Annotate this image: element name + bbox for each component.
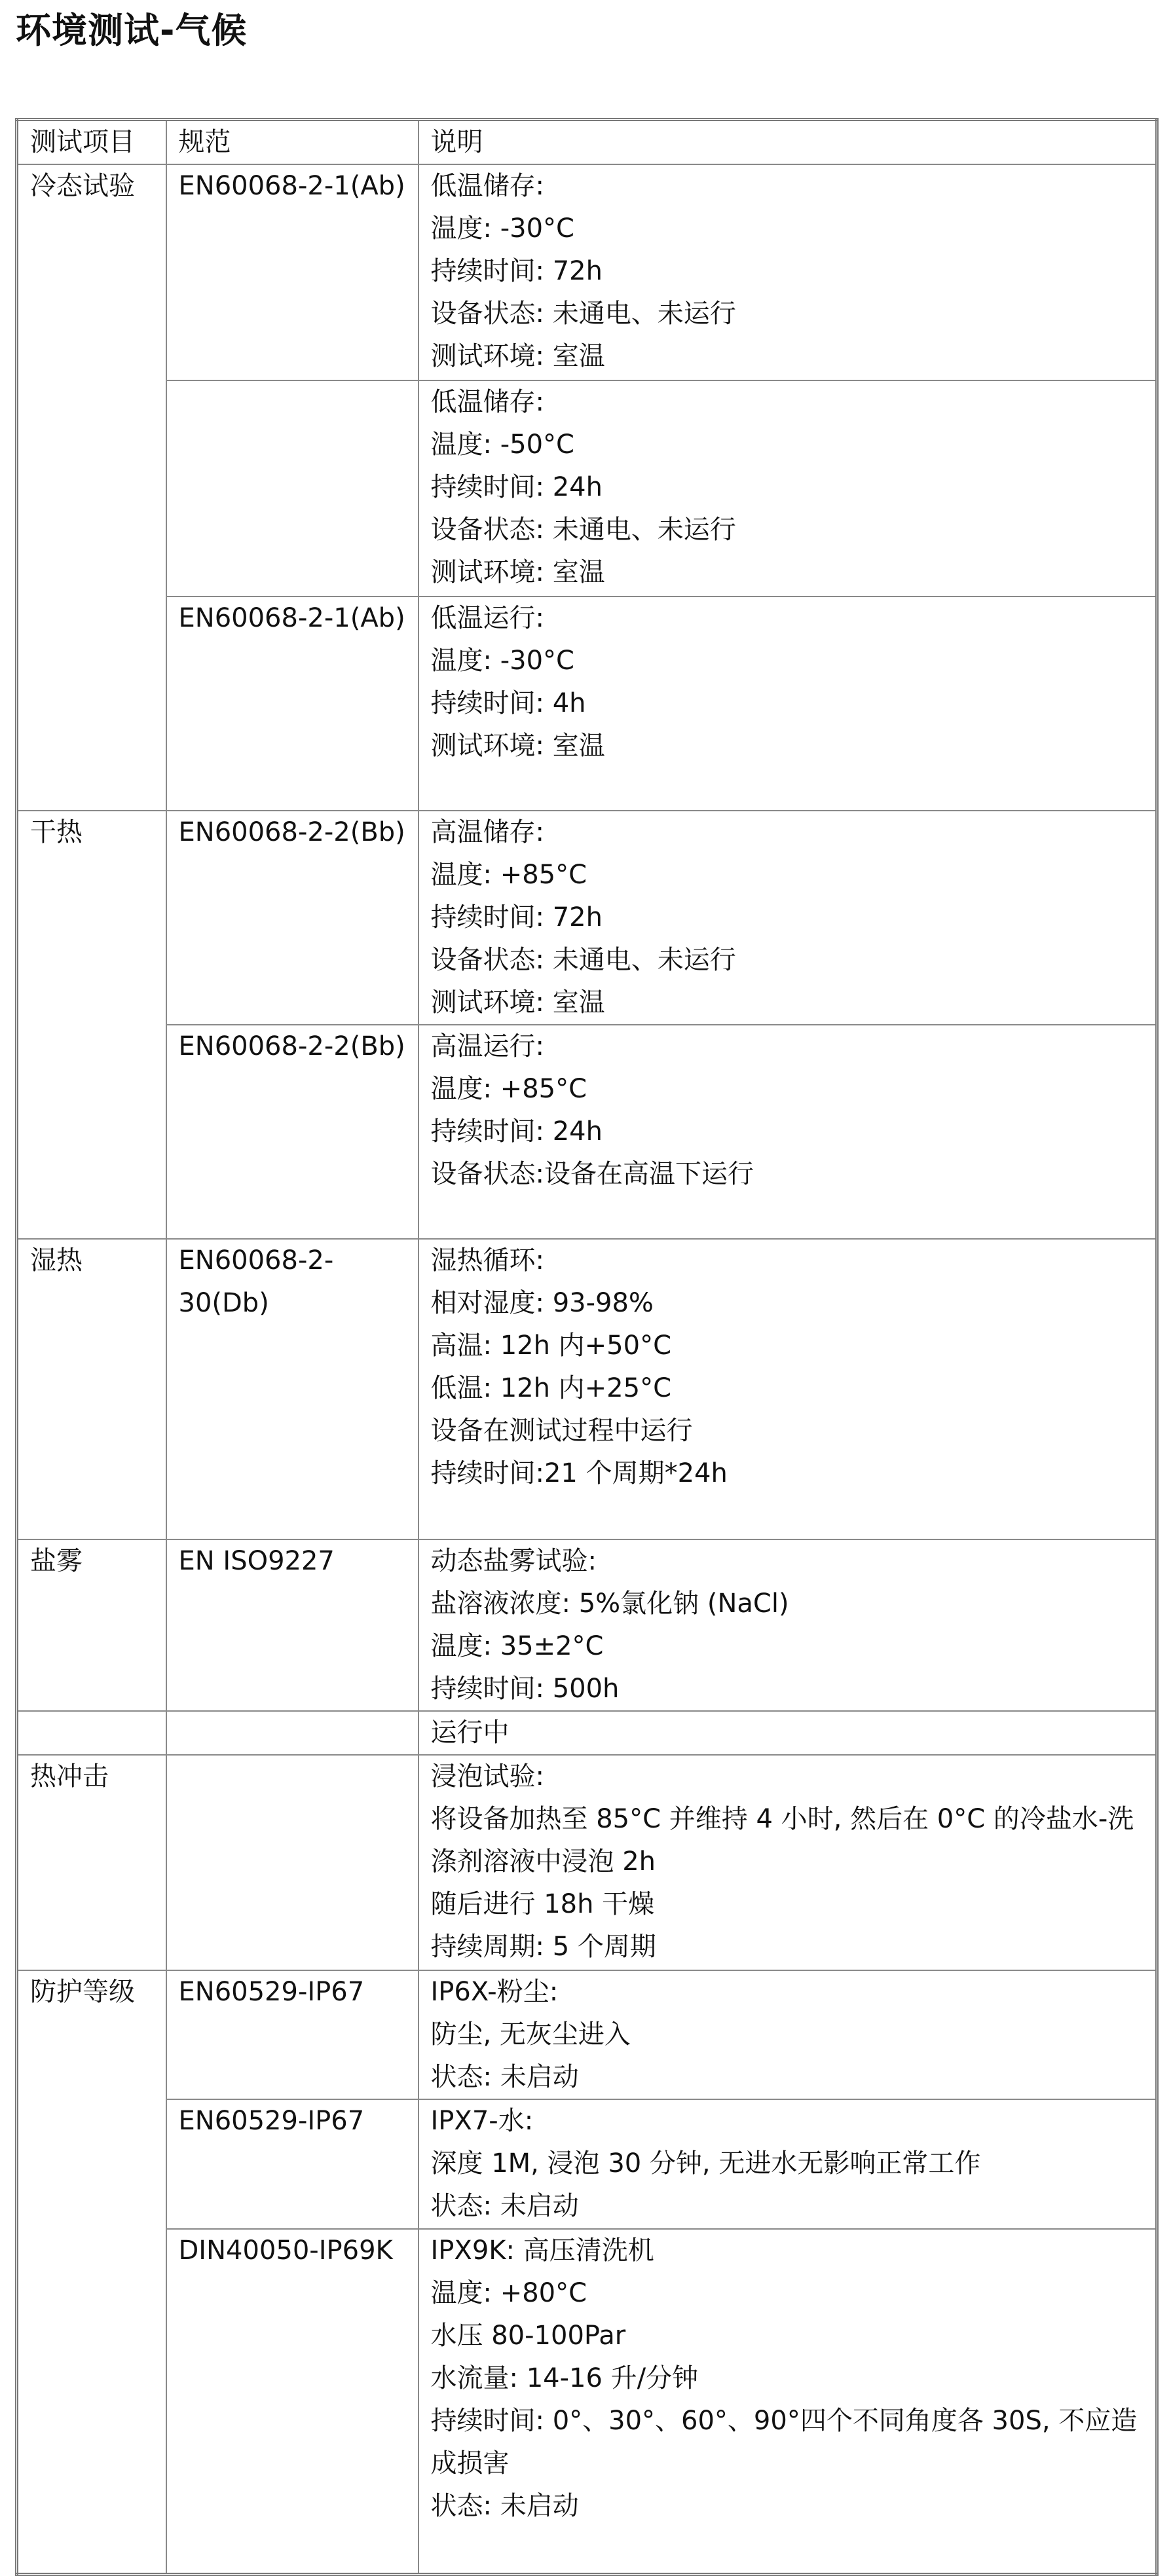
table-row [17,597,1157,811]
description-line: 持续时间: 72h [430,902,603,932]
description-line: 温度: -50°C [430,430,574,460]
description-line: 持续时间: 24h [430,1116,603,1147]
description-line: 测试环境: 室温 [430,987,605,1018]
description-line: 相对湿度: 93-98% [430,1288,654,1318]
description-line: 将设备加热至 85°C 并维持 4 小时, 然后在 0°C 的冷盐水-洗涤剂溶液中浸泡 2h [430,1804,1134,1877]
spec-cell: EN60068-2-2(Bb) [166,811,418,1025]
description-line: 持续时间: 500h [430,1674,620,1704]
spec-cell: EN60068-2-2(Bb) [166,1025,418,1239]
description-line: 温度: -30°C [430,213,574,244]
description-line: 高温运行: [430,1031,544,1061]
test-item-cell: 湿热 [17,1239,166,1539]
description-line: 温度: +85°C [430,860,587,890]
description-line: 动态盐雾试验: [430,1546,597,1576]
description-line: 水压 80-100Par [430,2321,626,2351]
description-line: 测试环境: 室温 [430,731,605,761]
test-item-cell: 冷态试验 [17,164,166,811]
description-line: 设备在测试过程中运行 [430,1416,693,1446]
description-line: 持续时间: 24h [430,472,603,502]
description-line: 防尘, 无灰尘进入 [430,2019,631,2050]
description-line: 温度: 35±2°C [430,1631,604,1661]
table-row [17,380,1157,597]
test-item-cell: 防护等级 [17,1970,166,2574]
test-item-cell [17,1711,166,1755]
description-line: 低温储存: [430,171,544,201]
spec-cell: EN ISO9227 [166,1539,418,1711]
description-line: 持续时间: 0°、30°、60°、90°四个不同角度各 30S, 不应造成损害 [430,2406,1138,2478]
table-row [17,1239,1157,1539]
description-line: 运行中 [430,1718,510,1748]
description-line: 设备状态: 未通电、未运行 [430,515,736,545]
spec-cell: EN60529-IP67 [166,1970,418,2099]
description-line: 高温储存: [430,817,544,847]
description-cell [418,380,1157,597]
header-description: 说明 [418,120,1157,165]
description-line: 湿热循环: [430,1245,544,1276]
table-row [17,164,1157,380]
spec-cell [166,380,418,597]
description-line: 水流量: 14-16 升/分钟 [430,2363,699,2393]
description-cell [418,1025,1157,1239]
spec-cell [166,1755,418,1970]
spec-cell: EN60529-IP67 [166,2099,418,2229]
description-line: 温度: +80°C [430,2278,587,2308]
description-cell [418,1539,1157,1711]
description-cell [418,1239,1157,1539]
table-row [17,1755,1157,1970]
description-line: 设备状态: 未通电、未运行 [430,299,736,329]
description-line: 状态: 未启动 [430,2491,579,2521]
page-title: 环境测试-气候 [16,10,248,51]
description-line: 持续时间:21 个周期*24h [430,1458,728,1488]
description-line: IPX9K: 高压清洗机 [430,2236,654,2266]
table-row [17,1711,1157,1755]
description-cell [418,597,1157,811]
table-row [17,811,1157,1025]
description-line: 高温: 12h 内+50°C [430,1331,671,1361]
table-row [17,2229,1157,2574]
description-line: 设备状态: 未通电、未运行 [430,945,736,975]
description-line: 低温: 12h 内+25°C [430,1373,671,1403]
spec-cell: DIN40050-IP69K [166,2229,418,2574]
table-row [17,1970,1157,2099]
description-line: 持续时间: 4h [430,688,586,718]
spec-cell: EN60068-2-1(Ab) [166,597,418,811]
description-line: 盐溶液浓度: 5%氯化钠 (NaCl) [430,1589,789,1619]
description-cell [418,1755,1157,1970]
table-row [17,2099,1157,2229]
header-test-item: 测试项目 [17,120,166,165]
description-line: 随后进行 18h 干燥 [430,1889,655,1919]
description-cell [418,2229,1157,2574]
description-line: 状态: 未启动 [430,2191,579,2221]
test-item-cell: 盐雾 [17,1539,166,1711]
description-line: 低温储存: [430,387,544,417]
description-line: 持续周期: 5 个周期 [430,1932,656,1962]
description-line: 浸泡试验: [430,1761,544,1792]
description-line: 温度: -30°C [430,646,574,676]
test-item-cell: 干热 [17,811,166,1239]
description-line: 设备状态:设备在高温下运行 [430,1159,754,1189]
table-row [17,1025,1157,1239]
table-header-row [17,120,1157,165]
header-spec: 规范 [166,120,418,165]
description-cell [418,811,1157,1025]
description-line: 低温运行: [430,603,544,633]
description-cell [418,164,1157,380]
spec-cell [166,1711,418,1755]
test-item-cell: 热冲击 [17,1755,166,1970]
description-cell [418,1711,1157,1755]
description-line: 持续时间: 72h [430,256,603,286]
description-line: IP6X-粉尘: [430,1977,559,2007]
description-cell [418,1970,1157,2099]
environment-test-table [15,118,1159,2576]
description-cell [418,2099,1157,2229]
description-line: 深度 1M, 浸泡 30 分钟, 无进水无影响正常工作 [430,2148,981,2179]
spec-cell: EN60068-2-1(Ab) [166,164,418,380]
spec-cell: EN60068-2-30(Db) [166,1239,418,1539]
description-line: 温度: +85°C [430,1074,587,1104]
description-line: 测试环境: 室温 [430,557,605,587]
description-line: 状态: 未启动 [430,2062,579,2092]
description-line: IPX7-水: [430,2106,534,2136]
description-line: 测试环境: 室温 [430,341,605,371]
table-row [17,1539,1157,1711]
